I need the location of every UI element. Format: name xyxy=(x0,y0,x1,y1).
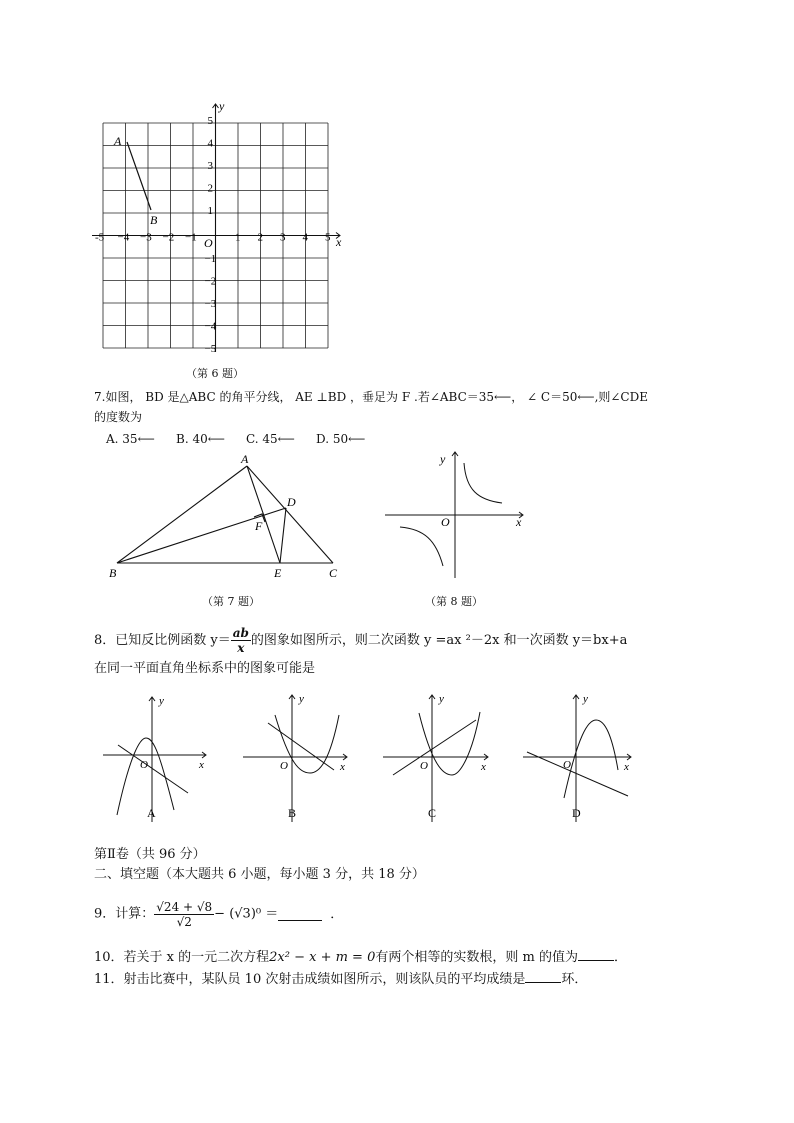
q10 xyxy=(94,948,627,967)
figure-7-caption: （第 7 题） xyxy=(202,595,260,608)
q9-den: √2 xyxy=(176,915,192,929)
q9-fraction xyxy=(154,900,214,929)
fig7-label-f: F xyxy=(255,519,263,533)
x-tick-label: −1 xyxy=(185,231,197,244)
origin-label: O xyxy=(204,236,213,250)
q7-option-a: A. 35⟵ xyxy=(106,432,155,446)
graph-c-parabola xyxy=(419,712,480,775)
q7-stem-line1: 7.如图， BD 是△ABC 的角平分线， AE ⊥BD ，垂足为 F .若∠ABC＝35⟵， ∠ C＝50⟵,则∠CDE xyxy=(94,390,648,404)
q8-stem-line2: 在同一平面直角坐标系中的图象可能是 xyxy=(94,661,316,676)
q7-option-b: B. 40⟵ xyxy=(176,432,225,446)
y-tick-label: 4 xyxy=(207,137,213,150)
q9-answer-blank[interactable] xyxy=(278,908,322,921)
figure-8-caption: （第 8 题） xyxy=(425,595,483,608)
fig7-label-b: B xyxy=(109,566,117,580)
q11-text-a: 11．射击比赛中，某队员 10 次射击成绩如图所示，则该队员的平均成绩是 xyxy=(94,972,526,987)
x-tick-label: −3 xyxy=(140,231,152,244)
graph-c-line xyxy=(393,720,476,775)
graph-c-o: O xyxy=(420,760,428,772)
point-b-label: B xyxy=(150,213,158,227)
q10-text-b: 有两个相等的实数根，则 m 的值为 xyxy=(375,950,578,965)
q11 xyxy=(94,970,587,989)
y-tick-label: 2 xyxy=(207,182,213,195)
x-tick-label: 5 xyxy=(325,231,331,244)
q10-end: ． xyxy=(613,950,627,965)
graph-c-x: x xyxy=(481,761,486,773)
x-tick-label: −2 xyxy=(162,231,175,244)
x-tick-label: 3 xyxy=(280,231,286,244)
y-tick-label: −2 xyxy=(204,275,217,288)
graph-d-parabola xyxy=(564,720,618,798)
y-tick-label: −5 xyxy=(204,343,217,355)
graph-a-o: O xyxy=(140,759,148,771)
q7-stem-line2: 的度数为 xyxy=(94,410,143,424)
fig7-label-a: A xyxy=(241,452,249,466)
fig7-label-c: C xyxy=(329,566,338,580)
graph-b-y: y xyxy=(299,693,304,705)
x-tick-label: -5 xyxy=(95,231,105,244)
q9-rest: − (√3)⁰ ＝ xyxy=(214,906,279,922)
fig8-x-label: x xyxy=(516,515,522,529)
fill-in-heading: 二、填空题（本大题共 6 小题，每小题 3 分，共 18 分） xyxy=(94,867,425,882)
q10-answer-blank[interactable] xyxy=(578,948,614,961)
q8-suffix: 的图象如图所示，则二次函数 y =ax ²－2x 和一次函数 y＝bx+a xyxy=(250,633,628,648)
point-a-label: A xyxy=(114,134,122,148)
graph-d-y: y xyxy=(583,693,588,705)
graph-a-x: x xyxy=(199,759,204,771)
graph-d-o: O xyxy=(563,759,571,771)
q11-text-b: 环． xyxy=(561,972,588,987)
fig8-y-label: y xyxy=(440,452,446,466)
graph-d-label: D xyxy=(572,806,581,820)
x-tick-label: 1 xyxy=(235,231,241,244)
q9-num: √24 + √8 xyxy=(156,900,213,914)
part-2-heading: 第Ⅱ卷（共 96 分） xyxy=(94,847,206,862)
q8-frac-num: ab xyxy=(232,626,249,640)
graph-a-label: A xyxy=(147,806,156,820)
graph-b-label: B xyxy=(288,806,297,820)
fig7-label-e: E xyxy=(274,566,282,580)
graph-c-label: C xyxy=(428,806,437,820)
y-axis-label: y xyxy=(219,99,225,113)
x-tick-label: 2 xyxy=(257,231,263,244)
graph-b-o: O xyxy=(280,760,288,772)
q10-equation: 2x² − x + m = 0 xyxy=(269,950,376,965)
graph-d-x: x xyxy=(624,761,629,773)
q10-text-a: 10．若关于 x 的一元二次方程 xyxy=(94,950,270,965)
q9-prefix: 9．计算： xyxy=(94,906,155,922)
q9-end: ． xyxy=(330,906,344,922)
graph-a-parabola xyxy=(117,738,174,815)
q11-answer-blank[interactable] xyxy=(525,970,561,983)
graph-a-y: y xyxy=(159,695,164,707)
y-tick-label: −1 xyxy=(204,253,217,265)
x-axis-label: x xyxy=(336,235,342,249)
graph-c-y: y xyxy=(439,693,444,705)
fig8-origin-label: O xyxy=(441,515,450,529)
q8-frac-den: x xyxy=(237,641,245,655)
graph-d-line xyxy=(527,752,628,796)
x-tick-label: −4 xyxy=(117,231,130,244)
q9 xyxy=(94,900,343,929)
q8-prefix: 8．已知反比例函数 y＝ xyxy=(94,633,231,648)
y-tick-label: 5 xyxy=(207,115,213,127)
y-tick-label: −3 xyxy=(204,298,217,310)
x-tick-label: 4 xyxy=(302,231,308,244)
graph-b-x: x xyxy=(340,761,345,773)
q7-option-d: D. 50⟵ xyxy=(316,432,366,446)
fig7-label-d: D xyxy=(287,495,296,509)
graph-b-line xyxy=(268,723,334,770)
y-tick-label: 1 xyxy=(207,205,213,217)
y-tick-label: −4 xyxy=(204,320,217,333)
y-tick-label: 3 xyxy=(207,160,213,172)
figure-6-caption: （第 6 题） xyxy=(186,367,244,380)
q7-option-c: C. 45⟵ xyxy=(246,432,295,446)
